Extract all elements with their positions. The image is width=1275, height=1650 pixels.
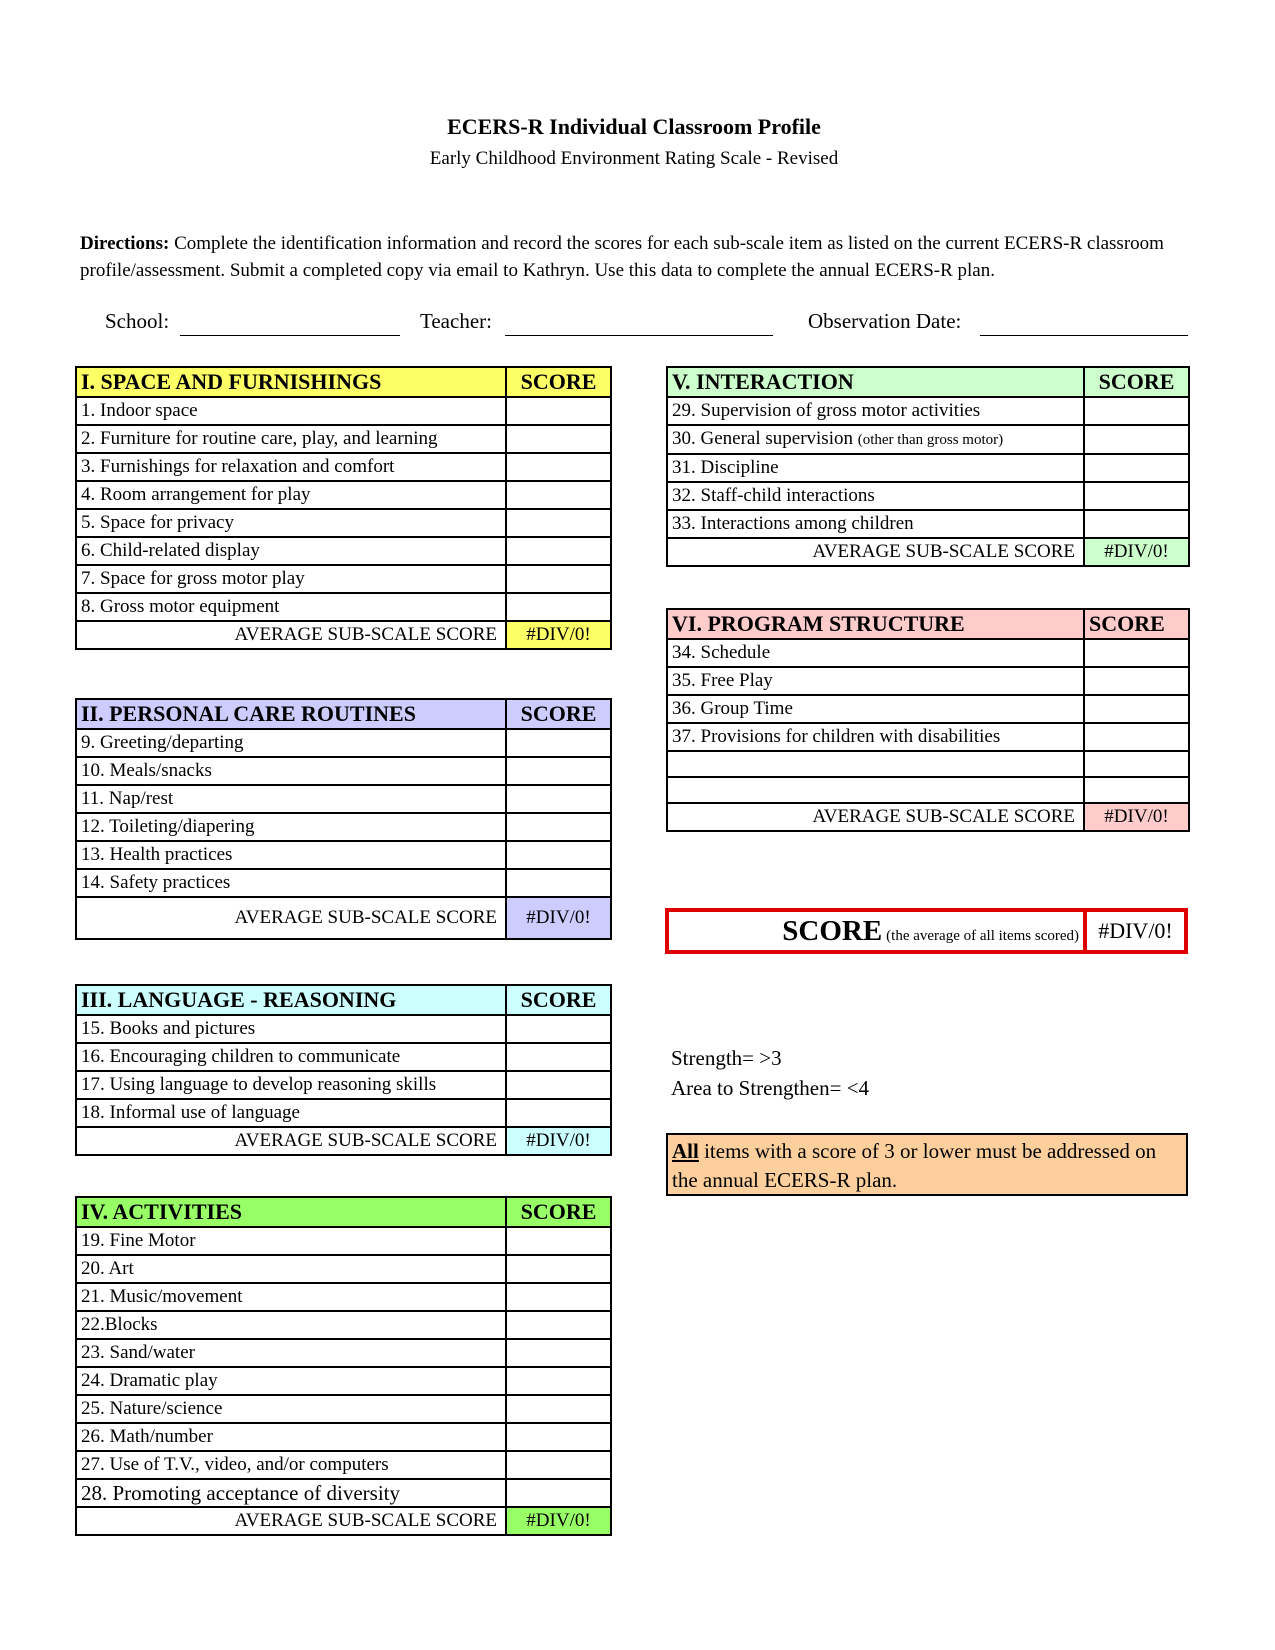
overall-score-note: (the average of all items scored) [886,928,1079,944]
item-label: 7. Space for gross motor play [76,565,506,593]
average-value: #DIV/0! [506,1127,611,1155]
observation-date-label: Observation Date: [808,309,962,333]
score-cell[interactable] [506,537,611,565]
score-header: SCORE [506,985,611,1015]
score-cell[interactable] [506,1227,611,1255]
item-label: 13. Health practices [76,841,506,869]
score-cell[interactable] [1084,425,1189,454]
score-cell[interactable] [506,1283,611,1311]
item-label: 14. Safety practices [76,869,506,897]
overall-score-value: #DIV/0! [1098,918,1173,943]
item-label: 19. Fine Motor [76,1227,506,1255]
average-label: AVERAGE SUB-SCALE SCORE [76,1507,506,1535]
observation-date-field[interactable] [980,335,1188,336]
item-label: 37. Provisions for children with disabilities [667,723,1084,751]
item-label: 25. Nature/science [76,1395,506,1423]
directions [80,230,1180,284]
average-value: #DIV/0! [1084,538,1189,566]
overall-score-label: SCORE [782,915,883,947]
item-label: 22.Blocks [76,1311,506,1339]
item-label: 12. Toileting/diapering [76,813,506,841]
item-label: 36. Group Time [667,695,1084,723]
score-cell[interactable] [506,397,611,425]
score-cell[interactable] [1084,397,1189,425]
score-header: SCORE [506,699,611,729]
item-label [667,751,1084,777]
section-title: II. PERSONAL CARE ROUTINES [76,699,506,729]
score-cell[interactable] [506,1395,611,1423]
score-cell[interactable] [1084,482,1189,510]
overall-score-box [665,908,1188,954]
item-label: 26. Math/number [76,1423,506,1451]
item-label: 6. Child-related display [76,537,506,565]
score-header: SCORE [1084,609,1189,639]
score-cell[interactable] [506,1071,611,1099]
score-header: SCORE [1084,367,1189,397]
item-label: 35. Free Play [667,667,1084,695]
average-value: #DIV/0! [506,621,611,649]
item-label: 8. Gross motor equipment [76,593,506,621]
school-field[interactable] [180,335,400,336]
score-cell[interactable] [506,1099,611,1127]
area-to-strengthen-legend: Area to Strengthen= <4 [671,1076,870,1100]
item-label: 18. Informal use of language [76,1099,506,1127]
directions-text: Complete the identification information and record the scores for each sub-scale item as listed on the current ECERS-R classroom profile/assessment. Submit a completed copy via email to Kathryn. Use this data to complete the annual ECERS-R plan. [80,233,1164,281]
item-label: 34. Schedule [667,639,1084,667]
item-label: 11. Nap/rest [76,785,506,813]
score-cell[interactable] [506,869,611,897]
item-label: 33. Interactions among children [667,510,1084,538]
score-header: SCORE [506,1197,611,1227]
strength-legend: Strength= >3 [671,1046,782,1070]
score-cell[interactable] [506,1451,611,1479]
score-cell[interactable] [506,1339,611,1367]
score-cell[interactable] [1084,695,1189,723]
score-header: SCORE [506,367,611,397]
score-cell[interactable] [506,509,611,537]
score-cell[interactable] [1084,751,1189,777]
score-cell[interactable] [506,1367,611,1395]
item-label: 29. Supervision of gross motor activities [667,397,1084,425]
item-label: 23. Sand/water [76,1339,506,1367]
average-label: AVERAGE SUB-SCALE SCORE [76,897,506,939]
score-cell[interactable] [506,453,611,481]
section-title: V. INTERACTION [667,367,1084,397]
item-label: 15. Books and pictures [76,1015,506,1043]
score-cell[interactable] [1084,777,1189,803]
item-label: 2. Furniture for routine care, play, and learning [76,425,506,453]
score-cell[interactable] [1084,454,1189,482]
section-title: IV. ACTIVITIES [76,1197,506,1227]
item-label-text: 30. General supervision [672,428,853,449]
personal-care-table [75,698,612,940]
score-cell[interactable] [506,1043,611,1071]
score-cell[interactable] [506,565,611,593]
teacher-field[interactable] [505,335,773,336]
plan-note-text: items with a score of 3 or lower must be addressed on the annual ECERS-R plan. [672,1139,1157,1192]
item-label: 20. Art [76,1255,506,1283]
item-label: 4. Room arrangement for play [76,481,506,509]
average-value: #DIV/0! [506,897,611,939]
average-label: AVERAGE SUB-SCALE SCORE [76,621,506,649]
score-cell[interactable] [506,1423,611,1451]
space-furnishings-table [75,366,612,650]
document-title: ECERS-R Individual Classroom Profile [447,114,821,139]
teacher-label: Teacher: [420,309,492,333]
score-cell[interactable] [1084,510,1189,538]
document-subtitle: Early Childhood Environment Rating Scale - Revised [429,148,839,169]
interaction-table [666,366,1190,567]
average-label: AVERAGE SUB-SCALE SCORE [76,1127,506,1155]
item-label: 24. Dramatic play [76,1367,506,1395]
directions-label: Directions: [80,233,170,254]
item-label: 5. Space for privacy [76,509,506,537]
item-label: 10. Meals/snacks [76,757,506,785]
score-cell[interactable] [506,481,611,509]
item-note: (other than gross motor) [857,432,1004,448]
item-label: 28. Promoting acceptance of diversity [76,1479,506,1507]
score-cell[interactable] [506,1255,611,1283]
item-label [667,425,1084,454]
item-label: 21. Music/movement [76,1283,506,1311]
score-cell[interactable] [506,1479,611,1507]
plan-note [666,1133,1188,1196]
section-title: VI. PROGRAM STRUCTURE [667,609,1084,639]
score-cell[interactable] [506,1015,611,1043]
score-cell[interactable] [506,785,611,813]
item-label: 16. Encouraging children to communicate [76,1043,506,1071]
score-cell[interactable] [1084,667,1189,695]
item-label [667,777,1084,803]
average-label: AVERAGE SUB-SCALE SCORE [667,538,1084,566]
score-cell[interactable] [506,425,611,453]
score-cell[interactable] [506,841,611,869]
item-label: 9. Greeting/departing [76,729,506,757]
item-label: 27. Use of T.V., video, and/or computers [76,1451,506,1479]
section-title: I. SPACE AND FURNISHINGS [76,367,506,397]
language-reasoning-table [75,984,612,1156]
section-title: III. LANGUAGE - REASONING [76,985,506,1015]
score-cell[interactable] [1084,723,1189,751]
item-label: 17. Using language to develop reasoning skills [76,1071,506,1099]
average-value: #DIV/0! [1084,803,1189,831]
school-label: School: [105,309,170,333]
item-label: 1. Indoor space [76,397,506,425]
score-cell[interactable] [506,729,611,757]
score-cell[interactable] [506,1311,611,1339]
program-structure-table [666,608,1190,832]
average-label: AVERAGE SUB-SCALE SCORE [667,803,1084,831]
plan-note-emphasis: All [672,1139,699,1163]
overall-score-label-cell [669,912,1087,950]
item-label: 31. Discipline [667,454,1084,482]
average-value: #DIV/0! [506,1507,611,1535]
item-label: 3. Furnishings for relaxation and comfort [76,453,506,481]
score-cell[interactable] [506,593,611,621]
score-cell[interactable] [1084,639,1189,667]
activities-table [75,1196,612,1536]
item-label: 32. Staff-child interactions [667,482,1084,510]
score-cell[interactable] [506,813,611,841]
score-cell[interactable] [506,757,611,785]
